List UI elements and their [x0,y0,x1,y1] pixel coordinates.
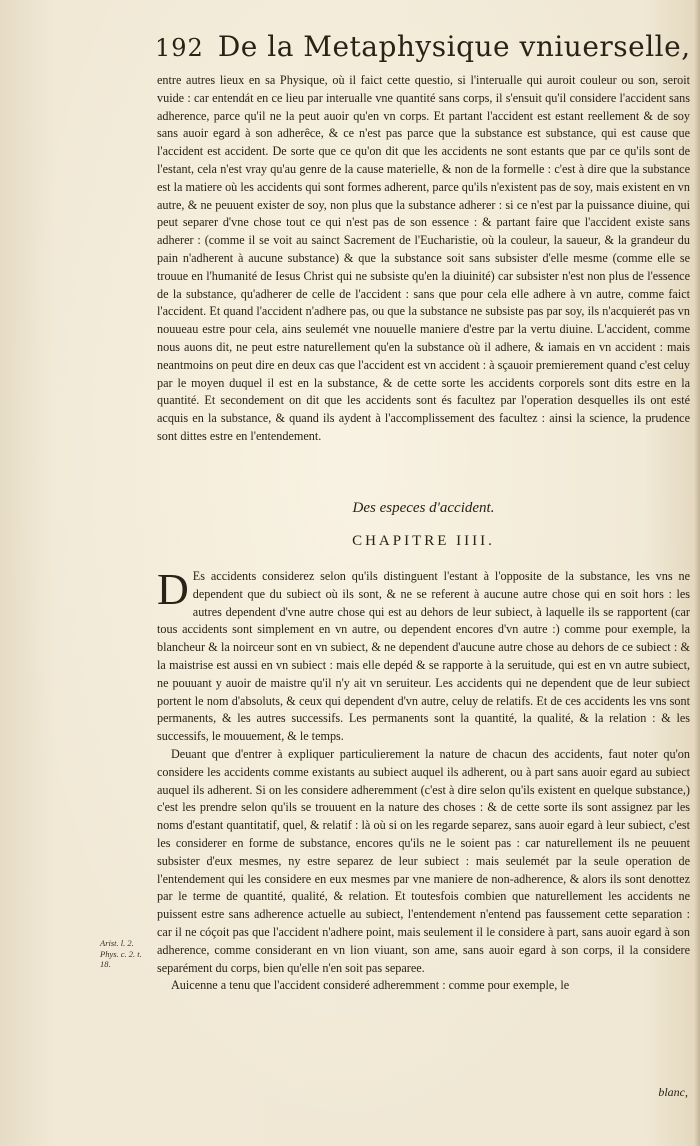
drop-cap: D [157,565,189,614]
margin-note: Arist. l. 2. Phys. c. 2. t. 18. [100,938,142,969]
paragraph [157,565,690,746]
catchword: blanc, [658,1085,688,1099]
paragraph-text: Es accidents considerez selon qu'ils distinguent l'estant à l'opposite de la substance, les vns ne dependent que du subiect où ils sont, & ne se referent à aucune autre chose qui en soit hors : les autres dependent d'vne autre chose qui est au dehors de leur subiect, à laquelle ils se rapportent (car tous accidents sont simplement en vn autre, ou dependent encores d'vn autre :) comme pour exemple, la blancheur & la noirceur sont en vn subiect, & ne dependent d'aucune autre chose au dehors de ce subiect : & la maistrise est aussi en vn subiect : mais elle depéd & se rapporte à la seruitude, qui est en vn autre subiect, ne pouuant y auoir de maistre qu'il n'y ait vn seruiteur. Les accidents qui ne dependent que de leur subiect portent le nom d'absoluts, & ceux qui dependent d'vn autre, celuy de relatifs. Et de ces accidents les vns sont permanents, & les autres successifs. Les permanents sont la quantité, la qualité, & la relation : & les successifs, le mouuement, & le temps. [157,569,690,744]
chapter-heading: CHAPITRE IIII. [352,533,495,549]
page-edge-shadow [694,0,700,1146]
text-block-chapter [157,565,690,995]
page-header [155,30,695,70]
paragraph: Auicenne a tenu que l'accident consideré adheremment : comme pour exemple, le [171,978,570,993]
paragraph: entre autres lieux en sa Physique, où il faict cette questio, si l'interualle qui auroit couleur ou son, seroit vuide : car entendát en ce lieu par interualle vne quantité sans corps, il s'ensuit qu'il considere l'accident sans adherence, parce qu'il ne la peut auoir qu'en vn corps. Et partant l'accident est estant reellement & de soy sans auoir egard à son adherêce, & ce n'est pas parce que la substance est substance, qui est cause que l'accident est accident. De sorte que ce qu'on dit que les accidents ne sont estants que par ce qu'ils sont de l'estant, cela n'est vray qu'au genre de la cause materielle, & non de la formelle : c'est à dire que la substance est la matiere où les accidents qui sont formes adherent, parce qu'ils n'existent pas de soy, mais existent en vn autre, & ne peuuent exister de soy, non plus que la substance adherer : si ce n'est par la puissance diuine, qui peut separer d'vne chose tout ce qui n'est pas de son essence : & partant faire que l'accident existe sans adherer : (comme il se voit au sainct Sacrement de l'Eucharistie, où la couleur, la saueur, & la grandeur du pain n'adherent à aucune substance) & que la substance soit sans subsister d'elle mesme (comme elle se trouue en l'humanité de Iesus Christ qui ne subsiste qu'en la diuinité) car subsister n'est non plus de l'essence de la substance, qu'adherer de celle de l'accident : sans que pour cela elle adhere à vn autre, comme faict l'accident. Et quand l'accident n'adhere pas, ou que la substance ne subsiste pas par soy, ils n'acquierét pas vn nouueau estre pour cela, ains seulemét vne nouuelle maniere d'estre par la vertu diuine. L'accident, comme nous auons dit, ne peut estre naturellement qu'en la substance où il adhere, & iamais en vn accident : mais neantmoins on peut dire en deux cas que l'accident est vn accident : à sçauoir premierement quand c'est celuy par le moyen duquel il est en la substance, & de cette sorte les accidents corporels sont dits estre en la quantité. Et secondement on dit que les accidents sont és facultez par l'operation desquelles ils ont esté acquis en la substance, & quand ils aydent à l'accomplissement des facultez : ainsi la science, la prudence sont dittes estre en l'entendement. [157,73,690,443]
paragraph: Deuant que d'entrer à expliquer particulierement la nature de chacun des accidents, faut noter qu'on considere les accidents comme existants au subiect auquel ils adherent, ou à part sans auoir egard au subiect auquel ils adherent. Si on les considere adheremment (c'est à dire selon qu'ils existent en quelque substance,) c'est les prendre selon qu'ils se trouuent en la nature des choses : & de cette sorte ils sont assignez par les noms d'estant quantitatif, quel, & relatif : là où si on les regarde separez, sans auoir egard à leur subiect, c'est les considerer en forme de substance, encores qu'ils ne le soient pas : car naturellement ils ne peuuent subsister d'eux mesmes, ny estre separez de leur subiect : mais seulemét par la seule operation de l'entendement qui les considere en eux mesmes par vne maniere de non-adherence, & alors ils sont denottez par le terme de quantité, qualité, & relation. Et toutesfois combien que naturellement les accidents ne puissent estre sans adherence actuelle au subiect, l'entendement n'entend pas faussement cette separation : car il ne cóçoit pas que l'accident n'adhere point, mais seulement il le considere à part, sans auoir egard à son adherence, comme considerant en vn lion viuant, son ame, sans auoir egard à son corps, il la considere separément du corps, bien qu'elle n'en soit pas separee. [157,746,690,975]
running-title: De la Metaphysique vniuerselle, [217,30,691,63]
text-block-top [157,72,690,446]
page-number: 192 [155,34,204,62]
section-heading: Des especes d'accident. [352,500,495,516]
